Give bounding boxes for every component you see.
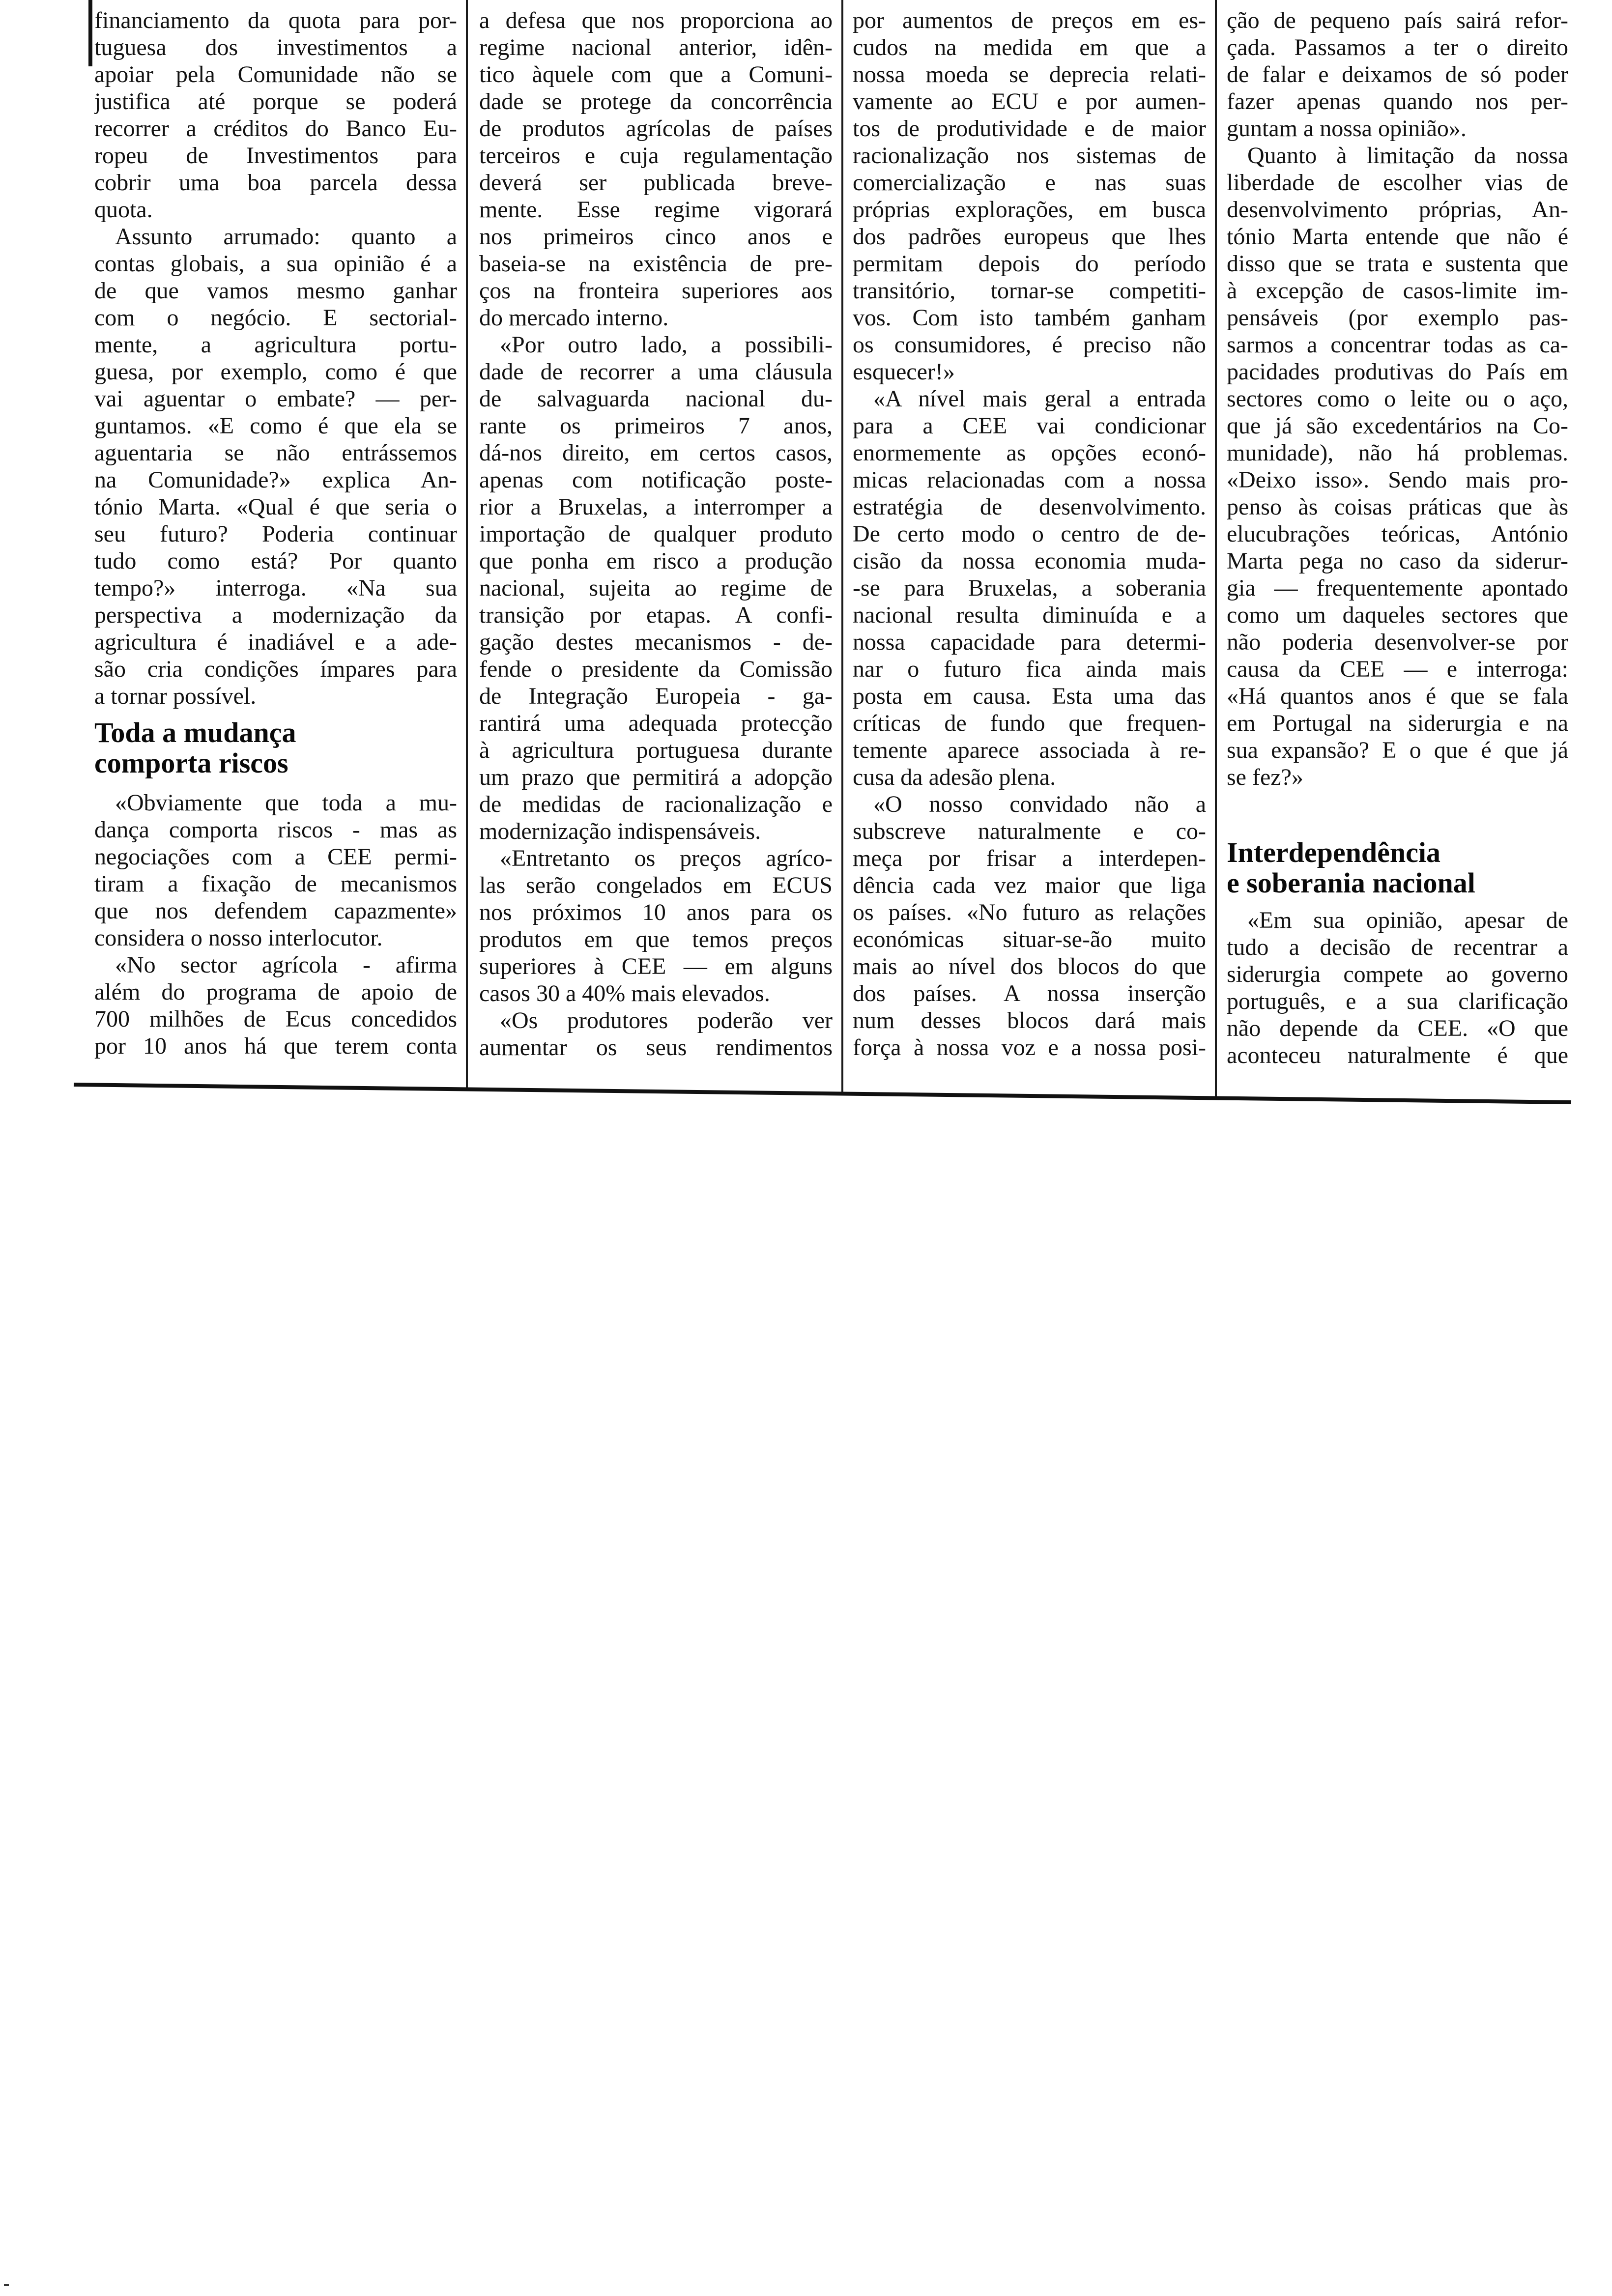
text-line: nossa moeda se deprecia relati- xyxy=(853,61,1206,87)
text-line: em Portugal na siderurgia e na xyxy=(1227,710,1568,736)
text-line: dade se protege da concorrência xyxy=(479,88,833,115)
newspaper-clipping xyxy=(0,0,1612,1130)
text-line: apenas com notificação poste- xyxy=(479,467,833,493)
text-line: disso que se trata e sustenta que xyxy=(1227,251,1568,277)
text-line: meça por frisar a interdepen- xyxy=(853,845,1206,871)
text-line: tempo?» interroga. «Na sua xyxy=(94,575,457,601)
text-line: nos próximos 10 anos para os xyxy=(479,899,833,925)
text-line: tudo como está? Por quanto xyxy=(94,548,457,574)
text-line: dá-nos direito, em certos casos, xyxy=(479,440,833,466)
text-line: de produtos agrícolas de países xyxy=(479,115,833,142)
text-line: os países. «No futuro as relações xyxy=(853,899,1206,925)
text-line: rante os primeiros 7 anos, xyxy=(479,413,833,439)
text-line: importação de qualquer produto xyxy=(479,521,833,547)
text-line: ção de pequeno país sairá refor- xyxy=(1227,7,1568,33)
text-line: um prazo que permitirá a adopção xyxy=(479,764,833,790)
text-line: rior a Bruxelas, a interromper a xyxy=(479,494,833,520)
text-line: modernização indispensáveis. xyxy=(479,818,761,844)
text-line: próprias explorações, em busca xyxy=(853,197,1206,223)
text-line: cobrir uma boa parcela dessa xyxy=(94,170,457,196)
text-line: Marta pega no caso da siderur- xyxy=(1227,548,1568,574)
heading-line: e soberania nacional xyxy=(1227,868,1475,898)
text-line: pacidades produtivas do País em xyxy=(1227,359,1568,385)
paragraph xyxy=(94,951,457,1060)
text-line: dos países. A nossa inserção xyxy=(853,980,1206,1006)
text-line: ços na fronteira superiores aos xyxy=(479,278,833,304)
text-line: elucubrações teóricas, António xyxy=(1227,521,1568,547)
text-line: liberdade de escolher vias de xyxy=(1227,170,1568,196)
text-line: aumentar os seus rendimentos xyxy=(479,1034,833,1061)
text-line: desenvolvimento próprias, An- xyxy=(1227,197,1568,223)
text-line: para a CEE vai condicionar xyxy=(853,413,1206,439)
text-line: nacional resulta diminuída e a xyxy=(853,602,1206,628)
text-line: por 10 anos há que terem conta xyxy=(94,1033,457,1059)
text-line: «A nível mais geral a entrada xyxy=(873,386,1206,412)
paragraph xyxy=(1227,907,1568,1069)
text-line: tudo a decisão de recentrar a xyxy=(1227,934,1568,960)
text-line: que já são excedentários na Co- xyxy=(1227,413,1568,439)
paragraph xyxy=(853,791,1206,1061)
text-line: tico àquele com que a Comuni- xyxy=(479,61,833,87)
text-line: justifica até porque se poderá xyxy=(94,88,457,115)
text-line: à excepção de casos-limite im- xyxy=(1227,278,1568,304)
heading-line: comporta riscos xyxy=(94,748,288,778)
text-line: fazer apenas quando nos per- xyxy=(1227,88,1568,115)
text-line: apoiar pela Comunidade não se xyxy=(94,61,457,87)
text-line: siderurgia compete ao governo xyxy=(1227,961,1568,987)
text-line: português, e a sua clarificação xyxy=(1227,988,1568,1014)
paragraph xyxy=(94,223,457,710)
text-line: com o negócio. E sectorial- xyxy=(94,305,457,331)
text-line: «Os produtores poderão ver xyxy=(500,1007,833,1033)
text-line: recorrer a créditos do Banco Eu- xyxy=(94,115,457,142)
column-rule xyxy=(841,0,843,1094)
paragraph xyxy=(1227,142,1568,791)
text-line: por aumentos de preços em es- xyxy=(853,7,1206,33)
text-line: Quanto à limitação da nossa xyxy=(1247,143,1568,169)
text-line: posta em causa. Esta uma das xyxy=(853,683,1206,709)
text-line: tónio Marta entende que não é xyxy=(1227,224,1568,250)
column-4 xyxy=(1227,7,1568,1069)
text-line: tiram a fixação de mecanismos xyxy=(94,871,457,897)
text-line: 700 milhões de Ecus concedidos xyxy=(94,1006,457,1032)
column-rule xyxy=(466,0,468,1089)
text-line: agricultura é inadiável e a ade- xyxy=(94,629,457,655)
text-line: ropeu de Investimentos para xyxy=(94,143,457,169)
text-line: guntam a nossa opinião». xyxy=(1227,115,1467,142)
text-line: produtos em que temos preços xyxy=(479,926,833,952)
text-line: são cria condições ímpares para xyxy=(94,656,457,682)
text-line: críticas de fundo que frequen- xyxy=(853,710,1206,736)
text-line: vamente ao ECU e por aumen- xyxy=(853,88,1206,115)
text-line: casos 30 a 40% mais elevados. xyxy=(479,980,770,1006)
text-line: pensáveis (por exemplo pas- xyxy=(1227,305,1568,331)
text-line: comercialização e nas suas xyxy=(853,170,1206,196)
paragraph xyxy=(479,1007,833,1061)
text-line: vos. Com isto também ganham xyxy=(853,305,1206,331)
text-line: «O nosso convidado não a xyxy=(873,791,1206,817)
text-line: Assunto arrumado: quanto a xyxy=(115,224,457,250)
text-line: os consumidores, é preciso não xyxy=(853,332,1206,358)
text-line: nos primeiros cinco anos e xyxy=(479,224,833,250)
heading-line: Toda a mudança xyxy=(94,718,296,748)
text-line: racionalização nos sistemas de xyxy=(853,143,1206,169)
paragraph xyxy=(94,7,457,223)
text-line: transição por etapas. A confi- xyxy=(479,602,833,628)
text-line: aguentaria se não entrássemos xyxy=(94,440,457,466)
section-heading xyxy=(94,718,457,778)
text-line: nar o futuro fica ainda mais xyxy=(853,656,1206,682)
text-line: causa da CEE — e interroga: xyxy=(1227,656,1568,682)
paragraph xyxy=(479,7,833,331)
text-line: temente aparece associada à re- xyxy=(853,737,1206,763)
text-line: permitam depois do período xyxy=(853,251,1206,277)
column-2 xyxy=(479,7,833,1061)
text-line: terceiros e cuja regulamentação xyxy=(479,143,833,169)
text-line: estratégia de desenvolvimento. xyxy=(853,494,1206,520)
text-line: guesa, por exemplo, como é que xyxy=(94,359,457,385)
text-line: a defesa que nos proporciona ao xyxy=(479,7,833,33)
text-line: financiamento da quota para por- xyxy=(94,7,457,33)
text-line: superiores à CEE — em alguns xyxy=(479,953,833,979)
text-line: que ponha em risco a produção xyxy=(479,548,833,574)
text-line: dança comporta riscos - mas as xyxy=(94,817,457,843)
column-rule xyxy=(1215,0,1217,1098)
text-line: como um daqueles sectores que xyxy=(1227,602,1568,628)
text-line: cusa da adesão plena. xyxy=(853,764,1056,790)
text-line: las serão congelados em ECUS xyxy=(479,872,833,898)
text-line: micas relacionadas com a nossa xyxy=(853,467,1206,493)
text-line: nossa capacidade para determi- xyxy=(853,629,1206,655)
section-heading xyxy=(1227,837,1568,898)
text-line: de falar e deixamos de só poder xyxy=(1227,61,1568,87)
text-line: -se para Bruxelas, a soberania xyxy=(853,575,1206,601)
column-1 xyxy=(94,7,457,1060)
text-line: munidade), não há problemas. xyxy=(1227,440,1568,466)
text-line: dos padrões europeus que lhes xyxy=(853,224,1206,250)
paragraph xyxy=(479,331,833,845)
text-line: «Obviamente que toda a mu- xyxy=(115,790,457,816)
bottom-rule-line xyxy=(74,1085,1571,1102)
heading-line: Interdependência xyxy=(1227,837,1440,868)
text-line: regime nacional anterior, idên- xyxy=(479,34,833,60)
text-line: deverá ser publicada breve- xyxy=(479,170,833,196)
text-line: quota. xyxy=(94,197,153,223)
text-line: de Integração Europeia - ga- xyxy=(479,683,833,709)
text-line: sua expansão? E o que é que já xyxy=(1227,737,1568,763)
text-line: tónio Marta. «Qual é que seria o xyxy=(94,494,457,520)
text-line: que nos defendem capazmente» xyxy=(94,898,457,924)
text-line: cisão da nossa economia muda- xyxy=(853,548,1206,574)
text-line: gação destes mecanismos - de- xyxy=(479,629,833,655)
text-line: de medidas de racionalização e xyxy=(479,791,833,817)
text-line: mente, a agricultura portu- xyxy=(94,332,457,358)
text-line: guntamos. «E como é que ela se xyxy=(94,413,457,439)
text-line: mente. Esse regime vigorará xyxy=(479,197,833,223)
text-line: «Entretanto os preços agríco- xyxy=(500,845,833,871)
text-line: gia — frequentemente apontado xyxy=(1227,575,1568,601)
text-line: transitório, tornar-se competiti- xyxy=(853,278,1206,304)
text-line: considera o nosso interlocutor. xyxy=(94,925,383,951)
paragraph xyxy=(853,7,1206,385)
text-line: «Há quantos anos é que se fala xyxy=(1227,683,1568,709)
text-line: tuguesa dos investimentos a xyxy=(94,34,457,60)
text-line: «Em sua opinião, apesar de xyxy=(1247,907,1568,933)
text-line: aconteceu naturalmente é que xyxy=(1227,1042,1568,1068)
text-line: enormemente as opções econó- xyxy=(853,440,1206,466)
text-line: nacional, sujeita ao regime de xyxy=(479,575,833,601)
text-line: sectores como o leite ou o aço, xyxy=(1227,386,1568,412)
text-line: perspectiva a modernização da xyxy=(94,602,457,628)
text-line: penso às coisas práticas que às xyxy=(1227,494,1568,520)
clipping-edge-mark xyxy=(88,0,92,66)
bottom-rule xyxy=(69,1079,1578,1108)
text-line: vai aguentar o embate? — per- xyxy=(94,386,457,412)
paragraph xyxy=(853,385,1206,791)
text-line: à agricultura portuguesa durante xyxy=(479,737,833,763)
text-line: sarmos a concentrar todas as ca- xyxy=(1227,332,1568,358)
text-line: mais ao nível dos blocos do que xyxy=(853,953,1206,979)
text-line: além do programa de apoio de xyxy=(94,979,457,1005)
text-line: fende o presidente da Comissão xyxy=(479,656,833,682)
paragraph xyxy=(479,845,833,1007)
text-line: do mercado interno. xyxy=(479,305,669,331)
paragraph xyxy=(94,789,457,951)
text-line: num desses blocos dará mais xyxy=(853,1007,1206,1033)
text-line: económicas situar-se-ão muito xyxy=(853,926,1206,952)
scan-speck xyxy=(4,2284,9,2286)
text-line: subscreve naturalmente e co- xyxy=(853,818,1206,844)
text-line: não poderia desenvolver-se por xyxy=(1227,629,1568,655)
text-line: «Deixo isso». Sendo mais pro- xyxy=(1227,467,1568,493)
text-line: de que vamos mesmo ganhar xyxy=(94,278,457,304)
text-line: negociações com a CEE permi- xyxy=(94,844,457,870)
text-line: baseia-se na existência de pre- xyxy=(479,251,833,277)
text-line: esquecer!» xyxy=(853,359,955,385)
text-line: rantirá uma adequada protecção xyxy=(479,710,833,736)
text-line: dade de recorrer a uma cláusula xyxy=(479,359,833,385)
text-line: se fez?» xyxy=(1227,764,1303,790)
text-line: de salvaguarda nacional du- xyxy=(479,386,833,412)
text-line: «Por outro lado, a possibili- xyxy=(500,332,833,358)
text-line: De certo modo o centro de de- xyxy=(853,521,1206,547)
text-line: na Comunidade?» explica An- xyxy=(94,467,457,493)
text-line: cudos na medida em que a xyxy=(853,34,1206,60)
text-line: a tornar possível. xyxy=(94,683,257,709)
text-line: dência cada vez maior que liga xyxy=(853,872,1206,898)
text-line: não depende da CEE. «O que xyxy=(1227,1015,1568,1041)
text-line: seu futuro? Poderia continuar xyxy=(94,521,457,547)
text-line: contas globais, a sua opinião é a xyxy=(94,251,457,277)
text-line: çada. Passamos a ter o direito xyxy=(1227,34,1568,60)
column-3 xyxy=(853,7,1206,1061)
text-line: força à nossa voz e a nossa posi- xyxy=(853,1034,1206,1061)
text-line: «No sector agrícola - afirma xyxy=(115,952,457,978)
text-line: tos de produtividade e de maior xyxy=(853,115,1206,142)
paragraph xyxy=(1227,7,1568,142)
